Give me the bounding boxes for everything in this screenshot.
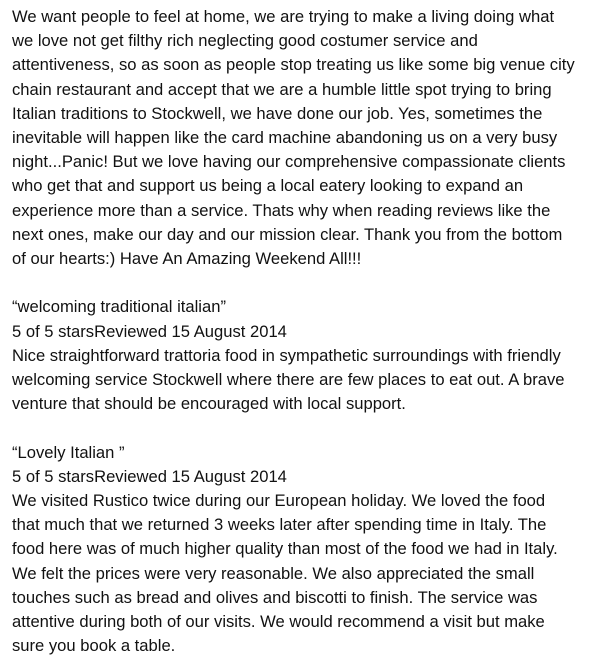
owner-message bbox=[12, 5, 588, 271]
owner-message-line: we love not get filthy rich neglecting good costumer service and bbox=[12, 31, 478, 51]
owner-message-line: chain restaurant and accept that we are a humble little spot trying to bring bbox=[12, 79, 552, 99]
review-body-line: food here was of much higher quality than most of the food we had in Italy. bbox=[12, 539, 558, 559]
owner-message-line: Italian traditions to Stockwell, we have done our job. Yes, sometimes the bbox=[12, 103, 543, 123]
review-title: “Lovely Italian ” bbox=[12, 442, 125, 462]
owner-message-line: experience more than a service. Thats why when reading reviews like the bbox=[12, 200, 551, 220]
owner-message-line: who get that and support us being a local eatery looking to expand an bbox=[12, 176, 524, 196]
review-body-line: sure you book a table. bbox=[12, 636, 176, 656]
review-item bbox=[12, 295, 588, 416]
review-rating-date: 5 of 5 starsReviewed 15 August 2014 bbox=[12, 466, 287, 486]
review-title: “welcoming traditional italian” bbox=[12, 297, 226, 317]
owner-message-line: inevitable will happen like the card machine abandoning us on a very busy bbox=[12, 128, 558, 148]
review-body-line: venture that should be encouraged with local support. bbox=[12, 394, 406, 414]
review-body-line: that much that we returned 3 weeks later after spending time in Italy. The bbox=[12, 515, 547, 535]
review-body-line: We visited Rustico twice during our European holiday. We loved the food bbox=[12, 491, 546, 511]
paragraph-spacer bbox=[12, 271, 588, 295]
paragraph-spacer bbox=[12, 416, 588, 440]
review-body-line: touches such as bread and olives and biscotti to finish. The service was bbox=[12, 587, 538, 607]
review-rating-date: 5 of 5 starsReviewed 15 August 2014 bbox=[12, 321, 287, 341]
owner-message-line: We want people to feel at home, we are trying to make a living doing what bbox=[12, 7, 555, 26]
owner-message-line: attentiveness, so as soon as people stop treating us like some big venue city bbox=[12, 55, 575, 75]
owner-message-line: next ones, make our day and our mission clear. Thank you from the bottom bbox=[12, 224, 563, 244]
review-item bbox=[12, 441, 588, 659]
review-body-line: welcoming service Stockwell where there are few places to eat out. A brave bbox=[12, 370, 565, 390]
review-body-line: We felt the prices were very reasonable. We also appreciated the small bbox=[12, 563, 535, 583]
owner-message-line: of our hearts:) Have An Amazing Weekend All!!! bbox=[12, 249, 362, 269]
review-body-line: Nice straightforward trattoria food in sympathetic surroundings with friendly bbox=[12, 345, 561, 365]
owner-message-line: night...Panic! But we love having our comprehensive compassionate clients bbox=[12, 152, 566, 172]
review-body-line: attentive during both of our visits. We would recommend a visit but make bbox=[12, 612, 545, 632]
